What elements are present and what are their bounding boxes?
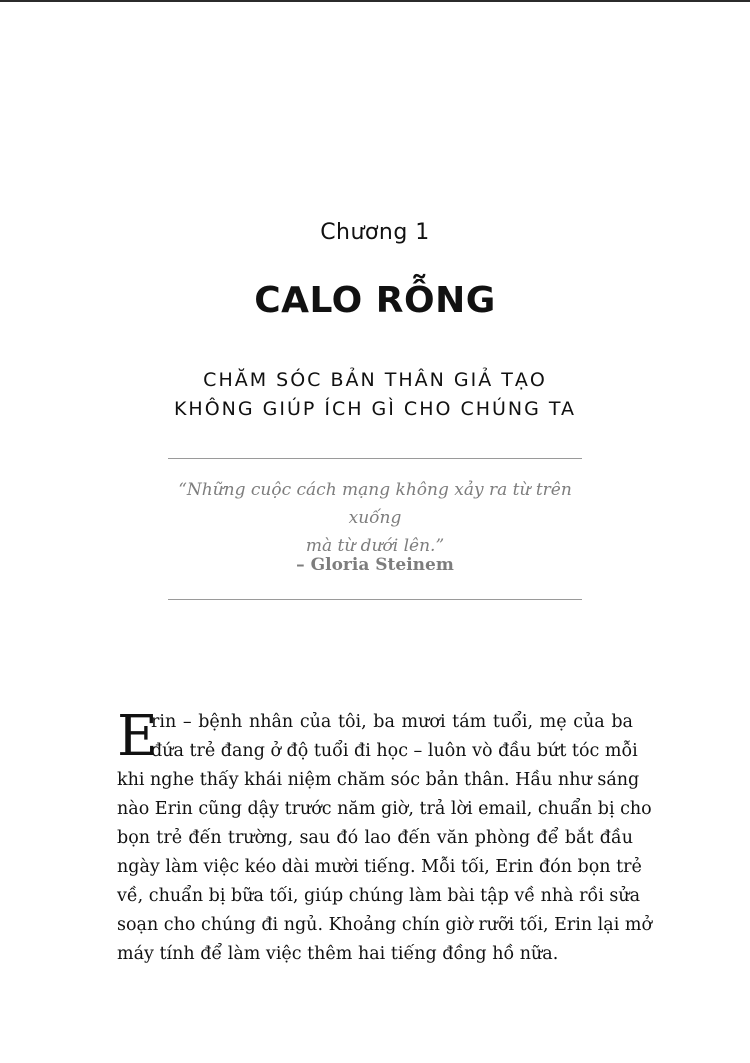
subtitle-line: KHÔNG GIÚP ÍCH GÌ CHO CHÚNG TA <box>173 398 577 420</box>
chapter-number: Chương 1 <box>320 220 430 245</box>
body-line: nào Erin cũng dậy trước năm giờ, trả lời email, chuẩn bị cho <box>117 799 652 819</box>
body-line: máy tính để làm việc thêm hai tiếng đồng hồ nữa. <box>117 944 559 964</box>
drop-cap: E <box>117 704 158 769</box>
epigraph-bottom-rule <box>168 599 582 600</box>
body-line: khi nghe thấy khái niệm chăm sóc bản thân. Hầu như sáng <box>117 770 640 790</box>
chapter-subtitle <box>0 366 750 424</box>
body-paragraph <box>117 704 652 969</box>
body-line: soạn cho chúng đi ngủ. Khoảng chín giờ rưỡi tối, Erin lại mở <box>117 915 652 935</box>
epigraph-attribution: – Gloria Steinem <box>296 555 454 575</box>
body-line: về, chuẩn bị bữa tối, giúp chúng làm bài tập về nhà rồi sửa <box>117 886 641 906</box>
body-line: đứa trẻ đang ở độ tuổi đi học – luôn vò đầu bứt tóc mỗi <box>151 741 638 761</box>
body-line: ngày làm việc kéo dài mười tiếng. Mỗi tối, Erin đón bọn trẻ <box>117 857 642 877</box>
body-line: bọn trẻ đến trường, sau đó lao đến văn phòng để bắt đầu <box>117 828 633 848</box>
epigraph-quote <box>150 476 600 560</box>
top-border <box>0 0 750 2</box>
quote-line: “Những cuộc cách mạng không xảy ra từ trên xuống <box>178 480 572 528</box>
chapter-title: CALO RỖNG <box>254 280 496 321</box>
quote-line: mà từ dưới lên.” <box>305 536 445 556</box>
subtitle-line: CHĂM SÓC BẢN THÂN GIẢ TẠO <box>203 369 547 391</box>
epigraph-top-rule <box>168 458 582 459</box>
body-line: rin – bệnh nhân của tôi, ba mươi tám tuổi, mẹ của ba <box>151 712 633 732</box>
